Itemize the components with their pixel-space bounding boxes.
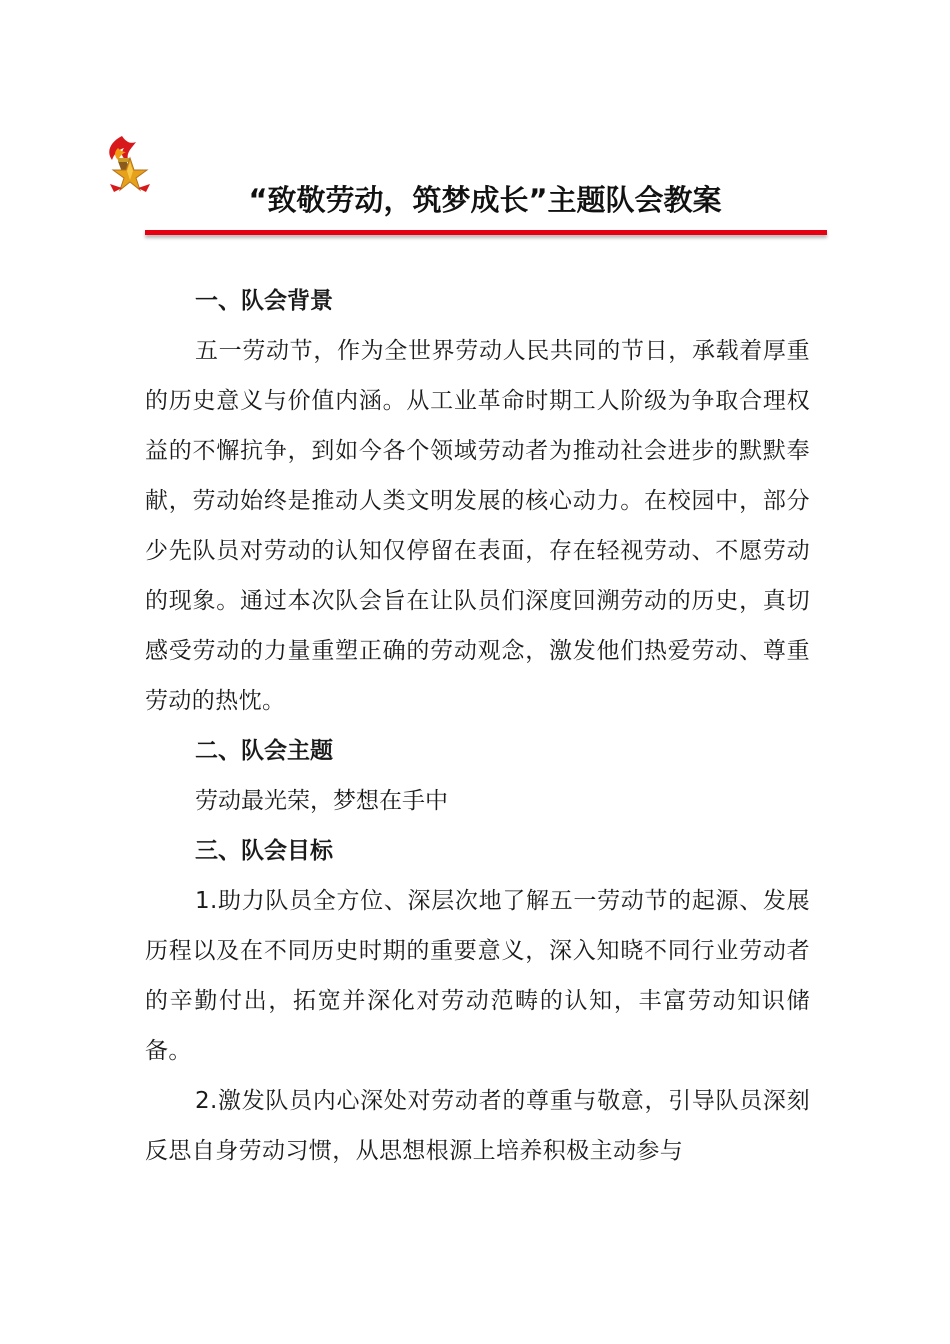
- goal-paragraph-1: 1.助力队员全方位、深层次地了解五一劳动节的起源、发展历程以及在不同历史时期的重要意义，深入知晓不同行业劳动者的辛勤付出，拓宽并深化对劳动范畴的认知，丰富劳动知识储备。: [145, 888, 810, 1064]
- section-heading-background: 一、队会背景: [195, 288, 333, 314]
- document-title: “致敬劳动，筑梦成长”主题队会教案: [248, 183, 722, 217]
- background-paragraph: 五一劳动节，作为全世界劳动人民共同的节日，承载着厚重的历史意义与价值内涵。从工业革命时期工人阶级为争取合理权益的不懈抗争，到如今各个领域劳动者为推动社会进步的默默奉献，劳动始终是推动人类文明发展的核心动力。在校园中，部分少先队员对劳动的认知仅停留在表面，存在轻视劳动、不愿劳动的现象。通过本次队会旨在让队员们深度回溯劳动的历史，真切感受劳动的力量重塑正确的劳动观念，激发他们热爱劳动、尊重劳动的热忱。: [145, 338, 810, 714]
- theme-text: 劳动最光荣，梦想在手中: [195, 788, 448, 814]
- document-body: [145, 276, 810, 1176]
- section-heading-theme: 二、队会主题: [195, 738, 333, 764]
- title-divider: [145, 230, 827, 235]
- section-heading-goals: 三、队会目标: [195, 838, 333, 864]
- goal-paragraph-2: 2.激发队员内心深处对劳动者的尊重与敬意，引导队员深刻反思自身劳动习惯，从思想根源上培养积极主动参与: [145, 1088, 810, 1164]
